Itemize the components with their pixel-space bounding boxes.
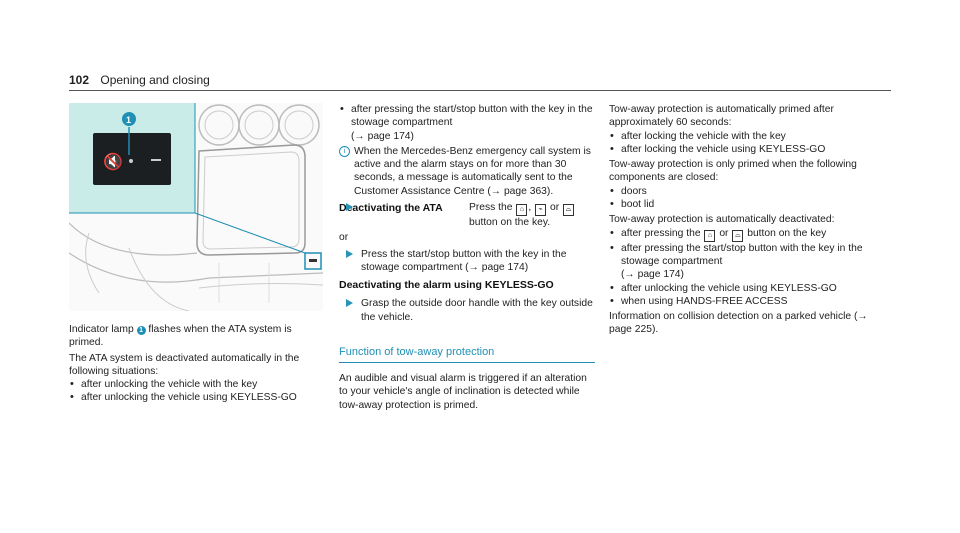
indicator-paragraph [69, 323, 325, 350]
section-text: An audible and visual alarm is triggered if an alteration to your vehicle's angle of inclination is detected while tow-away protection is primed. [339, 373, 587, 411]
column-3 [609, 103, 869, 337]
header-divider [69, 90, 891, 91]
figure-callout: 1 [126, 115, 132, 125]
dashboard-drawing [69, 103, 323, 311]
auto-deactivated-paragraph: Tow-away protection is automatically deactivated: [609, 214, 835, 226]
list-item: • doors [609, 185, 869, 198]
primed-paragraph: Tow-away protection is automatically primed after approximately 60 seconds: [609, 104, 834, 129]
unlock-key-icon: ⌁ [535, 204, 546, 216]
step-grasp-handle: Grasp the outside door handle with the key outside the vehicle. [339, 297, 597, 324]
list-item: • after unlocking the vehicle using KEYLESS-GO [69, 391, 325, 404]
list-item: • after unlocking the vehicle using KEYLESS-GO [609, 282, 869, 295]
note-block [339, 145, 597, 198]
list-item: • after pressing the start/stop button with the key in the stowage compartment (→ page 174) [339, 103, 597, 143]
section-divider [339, 362, 595, 363]
step-arrow-icon [346, 250, 353, 258]
list-item: • after locking the vehicle with the key [609, 130, 869, 143]
list-item: • after unlocking the vehicle with the key [69, 378, 325, 391]
note-text: When the Mercedes-Benz emergency call system is active and the alarm stays on for more than 30 seconds, a message is automatically sent to the Customer Assistance Centre [354, 145, 591, 197]
list-item: • after locking the vehicle using KEYLESS-GO [609, 143, 869, 156]
boot-lid-key-icon: ⌓ [563, 204, 574, 216]
step-arrow-icon [346, 299, 353, 307]
lock-key-icon: ⌂ [516, 204, 527, 216]
page-header [69, 73, 210, 87]
column-1 [69, 323, 325, 405]
note-ref: (→ page 363). [487, 185, 554, 197]
step-start-stop: Press the start/stop button with the key in the stowage compartment (→ page 174) [339, 248, 597, 275]
list-item: • when using HANDS-FREE ACCESS [609, 295, 869, 308]
heading-deactivate-alarm: Deactivating the alarm using KEYLESS-GO [339, 279, 554, 292]
lock-key-icon: ⌂ [704, 230, 715, 242]
section-title: Function of tow-away protection [339, 345, 495, 358]
dashboard-illustration [69, 103, 323, 311]
closed-paragraph: Tow-away protection is only primed when the following components are closed: [609, 159, 857, 184]
step-arrow-icon [346, 203, 353, 211]
or-label: or [339, 232, 349, 244]
column-2 [339, 103, 597, 412]
indicator-text-post: flashes when the ATA system is primed. [69, 324, 292, 349]
page-title: Opening and closing [100, 73, 210, 87]
list-item: • after pressing the start/stop button with the key in the stowage compartment (→ page 174) [609, 242, 869, 282]
page-number: 102 [69, 73, 90, 87]
list-item: • after pressing the ⌂ or ⌓ button on the key [609, 227, 869, 242]
svg-text:🔇: 🔇 [103, 152, 123, 171]
boot-lid-key-icon: ⌓ [732, 230, 743, 242]
step-press-key: Press the ⌂ , ⌁ or ⌓ button on the key. [339, 201, 597, 229]
collision-paragraph: Information on collision detection on a parked vehicle (→ page 225). [609, 311, 868, 336]
callout-badge: 1 [137, 326, 146, 335]
heading-deactivate-ata: Deactivating the ATA [339, 202, 443, 215]
indicator-text-pre: Indicator lamp [69, 324, 137, 335]
deactivated-paragraph: The ATA system is deactivated automatically in the following situations: [69, 352, 300, 377]
info-icon: i [339, 146, 350, 157]
list-item: • boot lid [609, 198, 869, 211]
